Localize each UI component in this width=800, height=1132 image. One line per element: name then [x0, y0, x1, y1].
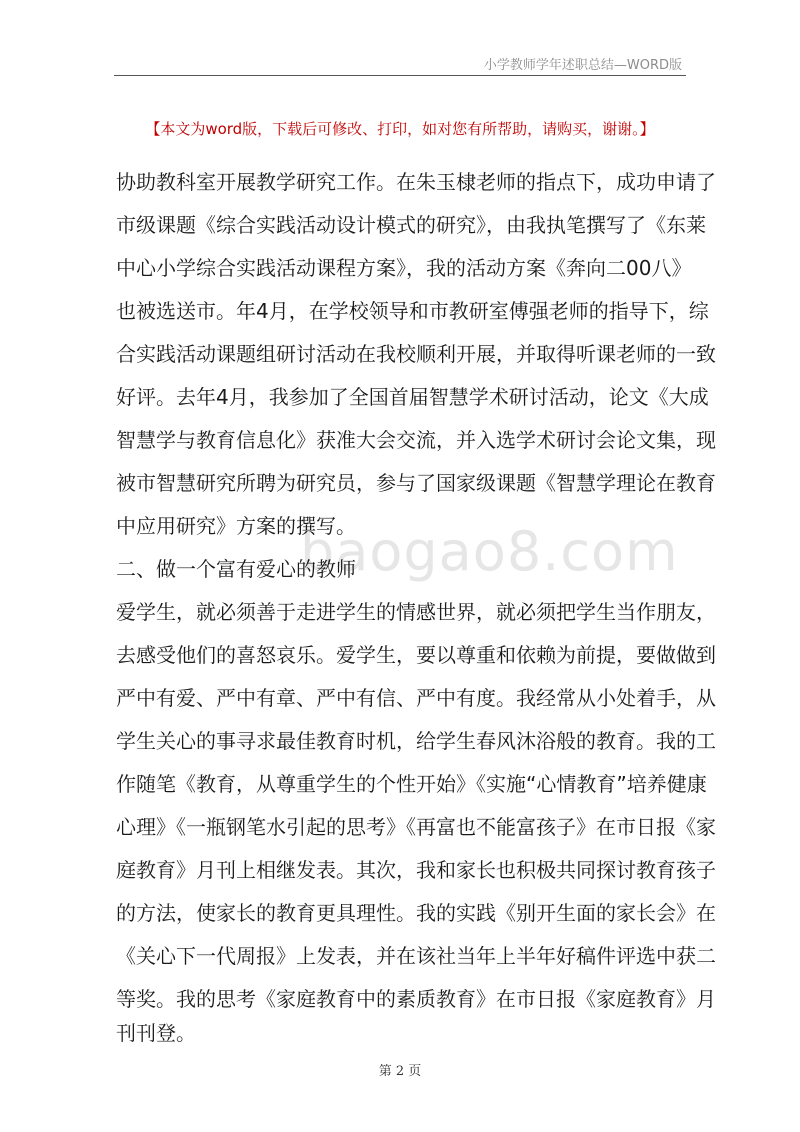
body-line-21: 刊刊登。 [116, 1021, 196, 1045]
body-line-18: 的方法，使家长的教育更具理性。我的实践《别开生面的家长会》在 [116, 901, 716, 925]
body-line-6: 好评。去年4月，我参加了全国首届智慧学术研讨活动，论文《大成 [116, 385, 709, 409]
body-line-8: 被市智慧研究所聘为研究员，参与了国家级课题《智慧学理论在教育 [116, 471, 716, 495]
watermark: baogao8.com [300, 520, 679, 583]
body-line-2: 市级课题《综合实践活动设计模式的研究》，由我执笔撰写了《东莱 [116, 213, 706, 237]
body-line-3: 中心小学综合实践活动课程方案》，我的活动方案《奔向二00八》 [116, 256, 692, 280]
body-line-7: 智慧学与教育信息化》获准大会交流，并入选学术研讨会论文集，现 [116, 428, 716, 452]
body-line-14: 学生关心的事寻求最佳教育时机，给学生春风沐浴般的教育。我的工 [116, 729, 716, 753]
section-heading: 二、做一个富有爱心的教师 [116, 557, 356, 581]
body-line-9: 中应用研究》方案的撰写。 [116, 514, 356, 538]
body-line-15: 作随笔《教育，从尊重学生的个性开始》《实施“心情教育”培养健康 [116, 772, 707, 796]
body-line-5: 合实践活动课题组研讨活动在我校顺利开展，并取得听课老师的一致 [116, 342, 716, 366]
body-line-13: 严中有爱、严中有章、严中有信、严中有度。我经常从小处着手，从 [116, 686, 716, 710]
download-notice: 【本文为word版，下载后可修改、打印，如对您有所帮助，请购买，谢谢。】 [145, 120, 655, 138]
body-line-16: 心理》《一瓶钢笔水引起的思考》《再富也不能富孩子》在市日报《家 [116, 815, 716, 839]
body-line-17: 庭教育》月刊上相继发表。其次，我和家长也积极共同探讨教育孩子 [116, 858, 716, 882]
body-line-11: 爱学生，就必须善于走进学生的情感世界，就必须把学生当作朋友， [116, 600, 716, 624]
body-line-12: 去感受他们的喜怒哀乐。爱学生，要以尊重和依赖为前提，要做做到 [116, 643, 716, 667]
header-divider [114, 75, 686, 76]
page-number: 第 2 页 [378, 1064, 422, 1079]
body-line-1: 协助教科室开展教学研究工作。在朱玉棣老师的指点下，成功申请了 [116, 170, 716, 194]
body-line-4: 也被选送市。年4月，在学校领导和市教研室傅强老师的指导下，综 [116, 299, 709, 323]
body-line-20: 等奖。我的思考《家庭教育中的素质教育》在市日报《家庭教育》月 [116, 987, 716, 1011]
body-line-19: 《关心下一代周报》上发表，并在该社当年上半年好稿件评选中获二 [116, 944, 716, 968]
header-title: 小学教师学年述职总结—WORD版 [483, 58, 682, 73]
